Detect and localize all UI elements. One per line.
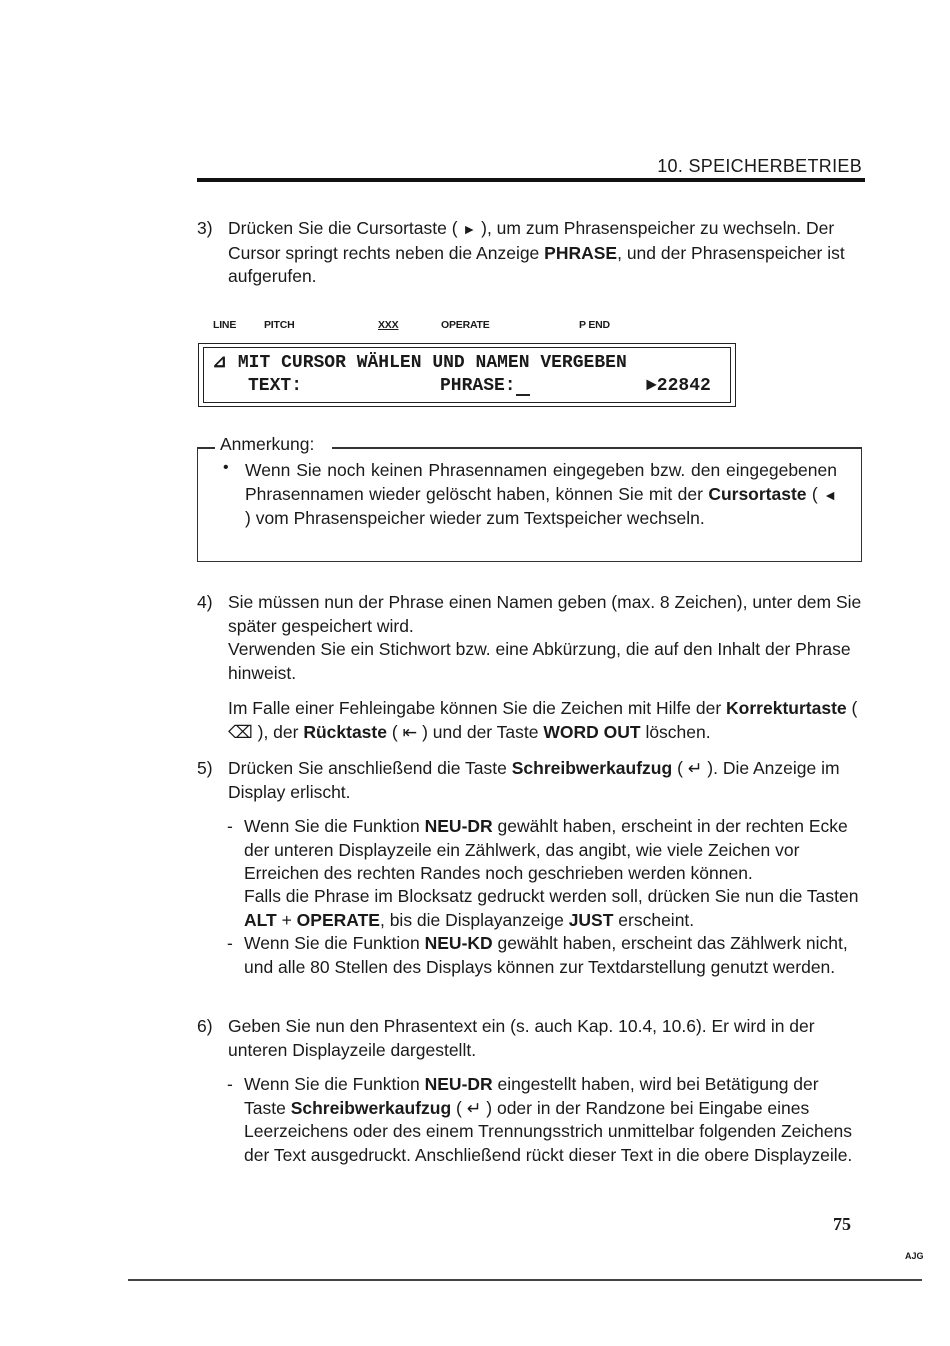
delete-key-icon: ⌫ <box>228 721 253 742</box>
lcd-row-2-text: TEXT: <box>248 376 303 396</box>
step-5-sub-1b: Falls die Phrase im Blocksatz gedruckt werden soll, drücken Sie nun die Tasten ALT + OPERATE, bis die Displayanzeige JUST erscheint. <box>244 886 859 930</box>
cursor-right-icon: ► <box>462 221 477 237</box>
step-4-para-3: Im Falle einer Fehleingabe können Sie die Zeichen mit Hilfe der Korrekturtaste ( ⌫ ), der Rücktaste ( ⇤ ) und der Taste WORD OUT löschen. <box>228 698 858 742</box>
bullet-icon: • <box>223 459 229 476</box>
chapter-header: 10. SPEICHERBETRIEB <box>657 156 862 176</box>
note-title: Anmerkung: <box>220 434 315 454</box>
cursor-underscore <box>516 378 530 396</box>
footer-rule <box>128 1279 922 1281</box>
label-pitch: PITCH <box>264 319 295 331</box>
label-operate: OPERATE <box>441 319 490 331</box>
header-rule <box>197 178 865 182</box>
note-border-right-segment <box>332 447 862 449</box>
return-key-icon: ↵ <box>687 758 703 778</box>
step-4-number: 4) <box>197 592 213 612</box>
step-3-number: 3) <box>197 218 213 238</box>
note-border-left-segment <box>197 447 215 449</box>
step-5-text: Drücken Sie anschließend die Taste Schreibwerkaufzug ( ↵ ). Die Anzeige im Display erlischt. <box>228 758 840 802</box>
page-number: 75 <box>833 1214 851 1234</box>
step-4-para-1: Sie müssen nun der Phrase einen Namen geben (max. 8 Zeichen), unter dem Sie später gespeichert wird. <box>228 592 862 636</box>
return-key-icon: ↵ <box>466 1097 482 1118</box>
cursor-left-icon: ◄ <box>823 486 837 503</box>
lcd-row-1: ⊿ MIT CURSOR WÄHLEN UND NAMEN VERGEBEN <box>212 353 627 373</box>
label-xxx: XXX <box>378 319 399 331</box>
step-6-sub-1: Wenn Sie die Funktion NEU-DR eingestellt haben, wird bei Betätigung der Taste Schreibwerkaufzug ( ↵ ) oder in der Randzone bei Eingabe eines Leerzeichens oder des einem Trennungsstrich unmittelbar folgenden Zeichens der Text ausgedruckt. Anschließend rückt dieser Text in die obere Displayzeile. <box>244 1074 853 1165</box>
step-6-text: Geben Sie nun den Phrasentext ein (s. auch Kap. 10.4, 10.6). Er wird in der unteren Displayzeile dargestellt. <box>228 1016 815 1060</box>
step-5-number: 5) <box>197 758 213 778</box>
footer-tag: AJG <box>905 1251 924 1261</box>
note-text: Wenn Sie noch keinen Phrasennamen eingegeben bzw. den eingegebenen Phrasennamen wieder gelöscht haben, können Sie mit der Cursortaste ( ◄ ) vom Phrasenspeicher wieder zum Textspeicher wechseln. <box>245 460 837 528</box>
step-4-para-2: Verwenden Sie ein Stichwort bzw. eine Abkürzung, die auf den Inhalt der Phrase hinweist. <box>228 639 851 683</box>
step-5-sub-1: Wenn Sie die Funktion NEU-DR gewählt haben, erscheint in der rechten Ecke der unteren Displayzeile ein Zählwerk, das angibt, wie viele Zeichen vor Erreichen des rechten Randes noch geschrieben werden können. <box>244 816 848 883</box>
step-6-number: 6) <box>197 1016 213 1036</box>
lcd-row-2-phrase: PHRASE: <box>440 376 530 396</box>
label-pend: P END <box>579 319 610 331</box>
step-5-dash-1: - <box>227 816 233 836</box>
lcd-row-2-counter: ►22842 <box>646 376 711 396</box>
step-6-dash: - <box>227 1074 233 1094</box>
backspace-key-icon: ⇤ <box>402 721 418 742</box>
label-line: LINE <box>213 319 237 331</box>
step-5-sub-2: Wenn Sie die Funktion NEU-KD gewählt haben, erscheint das Zählwerk nicht, und alle 80 Stellen des Displays können zur Textdarstellung genutzt werden. <box>244 933 848 977</box>
step-3-text: Drücken Sie die Cursortaste ( ► ), um zum Phrasenspeicher zu wechseln. Der Cursor springt rechts neben die Anzeige PHRASE, und der Phrasenspeicher ist aufgerufen. <box>228 218 845 286</box>
step-5-dash-2: - <box>227 933 233 953</box>
